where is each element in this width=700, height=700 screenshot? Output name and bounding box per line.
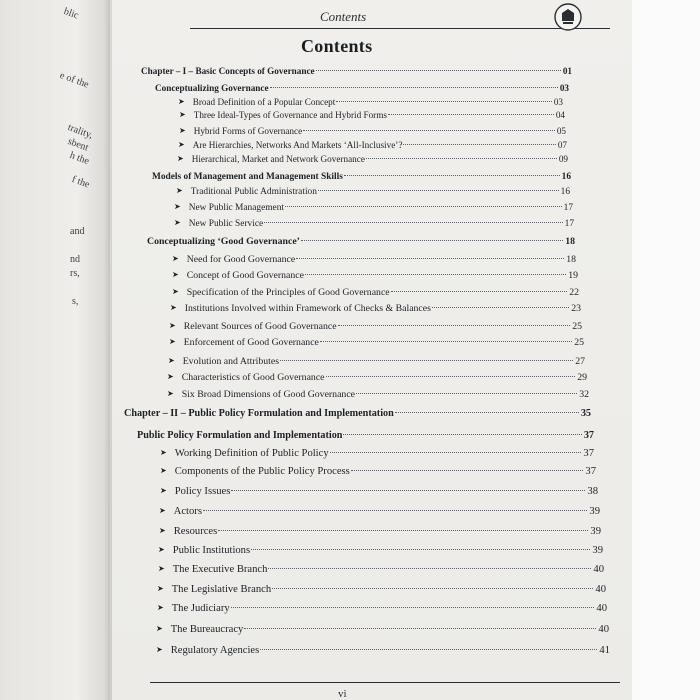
bullet-arrow-icon: ➤	[178, 140, 185, 149]
toc-item-row	[179, 110, 565, 120]
toc-page-number: 04	[555, 110, 565, 120]
toc-page-number: 39	[589, 506, 600, 517]
page-number: vi	[338, 688, 347, 700]
toc-entry-title: Components of the Public Policy Process	[174, 466, 350, 477]
toc-page-number: 07	[557, 140, 567, 150]
toc-item-row	[172, 254, 576, 265]
toc-page-number: 40	[595, 584, 606, 595]
left-page-fragment: and	[70, 226, 85, 237]
toc-item-row	[168, 356, 585, 367]
toc-page-number: 05	[556, 126, 566, 136]
toc-section-row	[152, 172, 571, 182]
toc-entry-title: Six Broad Dimensions of Good Governance	[181, 389, 356, 400]
toc-dot-leader	[280, 360, 573, 361]
publisher-logo-icon	[553, 2, 583, 32]
toc-section-row	[155, 83, 569, 93]
toc-page-number: 25	[574, 337, 584, 348]
toc-dot-leader	[320, 341, 572, 342]
bullet-arrow-icon: ➤	[167, 372, 174, 381]
toc-entry-title: The Legislative Branch	[171, 584, 272, 595]
toc-chapter-row	[124, 408, 591, 419]
bullet-arrow-icon: ➤	[177, 154, 184, 163]
toc-dot-leader	[272, 588, 593, 589]
bullet-arrow-icon: ➤	[157, 603, 164, 612]
toc-dot-leader	[388, 114, 554, 115]
toc-entry-title: Regulatory Agencies	[170, 645, 260, 656]
toc-item-row	[178, 140, 567, 150]
toc-page-number: 40	[596, 603, 607, 614]
toc-dot-leader	[231, 490, 585, 491]
toc-page-number: 23	[571, 303, 581, 314]
toc-item-row	[156, 645, 610, 656]
toc-dot-leader	[303, 130, 555, 131]
toc-page-number: 37	[583, 448, 594, 459]
toc-item-row	[158, 564, 604, 575]
toc-page-number: 39	[590, 526, 601, 537]
bullet-arrow-icon: ➤	[157, 584, 164, 593]
toc-entry-title: Conceptualizing ‘Good Governance’	[147, 236, 300, 247]
toc-dot-leader	[356, 393, 577, 394]
toc-dot-leader	[351, 470, 584, 471]
bullet-arrow-icon: ➤	[169, 337, 176, 346]
bullet-arrow-icon: ➤	[160, 448, 167, 457]
toc-item-row	[174, 219, 574, 229]
toc-dot-leader	[218, 530, 588, 531]
bullet-arrow-icon: ➤	[172, 270, 179, 279]
left-page-fragment: sbent	[66, 136, 90, 154]
toc-page-number: 27	[575, 356, 585, 367]
toc-dot-leader	[344, 175, 560, 176]
toc-dot-leader	[338, 325, 571, 326]
toc-page-number: 09	[558, 154, 568, 164]
bullet-arrow-icon: ➤	[158, 564, 165, 573]
toc-page-number: 17	[563, 203, 573, 213]
toc-page-number: 40	[593, 564, 604, 575]
toc-item-row	[179, 126, 566, 136]
background-edge	[632, 0, 700, 700]
toc-dot-leader	[285, 206, 562, 207]
bullet-arrow-icon: ➤	[179, 126, 186, 135]
running-header: Contents	[320, 9, 367, 24]
toc-page-number: 29	[577, 372, 587, 383]
toc-page-number: 16	[561, 172, 571, 182]
bullet-arrow-icon: ➤	[167, 389, 174, 398]
toc-page-number: 41	[599, 645, 610, 656]
toc-dot-leader	[203, 510, 587, 511]
toc-item-row	[156, 624, 609, 635]
left-page-fragment: h the	[68, 150, 91, 168]
toc-entry-title: Enforcement of Good Governance	[183, 337, 319, 348]
toc-dot-leader	[296, 258, 564, 259]
toc-entry-title: Hybrid Forms of Governance	[193, 126, 303, 136]
toc-page-number: 19	[568, 270, 578, 281]
bullet-arrow-icon: ➤	[159, 506, 166, 515]
toc-item-row	[160, 466, 596, 477]
toc-item-row	[169, 337, 584, 348]
toc-page-number: 16	[560, 187, 570, 197]
toc-entry-title: The Executive Branch	[172, 564, 268, 575]
toc-item-row	[174, 203, 573, 213]
toc-item-row	[160, 486, 598, 497]
toc-item-row	[160, 448, 594, 459]
toc-entry-title: Evolution and Attributes	[182, 356, 280, 367]
left-page-fragment: f the	[70, 174, 91, 191]
toc-dot-leader	[305, 274, 566, 275]
toc-page-number: 18	[565, 236, 575, 247]
bullet-arrow-icon: ➤	[170, 303, 177, 312]
bullet-arrow-icon: ➤	[160, 486, 167, 495]
toc-dot-leader	[244, 628, 596, 629]
toc-dot-leader	[330, 452, 582, 453]
toc-item-row	[172, 270, 578, 281]
toc-page-number: 22	[569, 287, 579, 298]
toc-entry-title: New Public Service	[188, 219, 264, 229]
toc-page-number: 38	[587, 486, 598, 497]
toc-entry-title: Actors	[173, 506, 202, 517]
left-page-fragment: trality,	[66, 122, 95, 142]
toc-entry-title: Concept of Good Governance	[186, 270, 304, 281]
toc-page-number: 39	[592, 545, 603, 556]
left-page-fragment: nd	[70, 254, 80, 265]
toc-dot-leader	[343, 434, 581, 435]
bullet-arrow-icon: ➤	[156, 645, 163, 654]
toc-entry-title: The Judiciary	[171, 603, 230, 614]
toc-item-row	[176, 187, 570, 197]
toc-dot-leader	[432, 307, 569, 308]
toc-entry-title: Traditional Public Administration	[190, 187, 317, 197]
toc-entry-title: Chapter – II – Public Policy Formulation and Implementation	[124, 408, 394, 419]
bullet-arrow-icon: ➤	[158, 545, 165, 554]
toc-item-row	[169, 321, 582, 332]
toc-entry-title: Working Definition of Public Policy	[174, 448, 329, 459]
header-rule	[190, 28, 610, 29]
toc-entry-title: Relevant Sources of Good Governance	[183, 321, 337, 332]
toc-item-row	[178, 97, 563, 107]
bullet-arrow-icon: ➤	[159, 526, 166, 535]
toc-entry-title: Public Policy Formulation and Implementation	[137, 430, 343, 441]
left-page-edge	[0, 0, 110, 700]
toc-item-row	[158, 545, 603, 556]
bullet-arrow-icon: ➤	[176, 186, 183, 195]
toc-entry-title: New Public Management	[188, 203, 284, 213]
toc-entry-title: The Bureaucracy	[170, 624, 244, 635]
footer-rule	[150, 682, 620, 683]
toc-dot-leader	[316, 70, 561, 71]
toc-entry-title: Resources	[173, 526, 218, 537]
toc-dot-leader	[268, 568, 591, 569]
toc-page-number: 35	[580, 408, 591, 419]
toc-dot-leader	[251, 549, 590, 550]
toc-entry-title: Institutions Involved within Framework of Checks & Balances	[184, 303, 431, 314]
toc-item-row	[159, 526, 601, 537]
toc-page-number: 03	[553, 97, 563, 107]
toc-page-number: 37	[583, 430, 594, 441]
toc-dot-leader	[318, 190, 559, 191]
toc-page-number: 03	[559, 83, 569, 93]
toc-entry-title: Are Hierarchies, Networks And Markets ‘All-Inclusive’?	[192, 140, 403, 150]
toc-entry-title: Models of Management and Management Skills	[152, 172, 343, 182]
left-page-fragment: blic	[62, 6, 81, 22]
bullet-arrow-icon: ➤	[179, 110, 186, 119]
bullet-arrow-icon: ➤	[168, 356, 175, 365]
toc-entry-title: Characteristics of Good Governance	[181, 372, 325, 383]
toc-entry-title: Chapter – I – Basic Concepts of Governance	[141, 66, 315, 76]
page-title: Contents	[301, 36, 373, 56]
toc-dot-leader	[326, 376, 576, 377]
toc-dot-leader	[264, 222, 562, 223]
toc-page-number: 01	[562, 66, 572, 76]
bullet-arrow-icon: ➤	[160, 466, 167, 475]
toc-item-row	[170, 303, 581, 314]
toc-item-row	[167, 389, 589, 400]
bullet-arrow-icon: ➤	[174, 202, 181, 211]
toc-dot-leader	[395, 412, 579, 413]
toc-dot-leader	[336, 101, 551, 102]
bullet-arrow-icon: ➤	[178, 97, 185, 106]
toc-entry-title: Specification of the Principles of Good Governance	[186, 287, 390, 298]
toc-entry-title: Need for Good Governance	[186, 254, 296, 265]
toc-page-number: 40	[598, 624, 609, 635]
toc-entry-title: Hierarchical, Market and Network Governance	[191, 154, 365, 164]
toc-page-number: 18	[566, 254, 576, 265]
toc-entry-title: Broad Definition of a Popular Concept	[192, 97, 336, 107]
toc-dot-leader	[270, 87, 558, 88]
bullet-arrow-icon: ➤	[172, 287, 179, 296]
toc-dot-leader	[231, 607, 595, 608]
bullet-arrow-icon: ➤	[156, 624, 163, 633]
toc-item-row	[159, 506, 600, 517]
bullet-arrow-icon: ➤	[169, 321, 176, 330]
toc-page-number: 17	[564, 219, 574, 229]
toc-dot-leader	[366, 158, 557, 159]
toc-section-row	[147, 236, 575, 247]
toc-item-row	[157, 584, 606, 595]
toc-entry-title: Public Institutions	[172, 545, 251, 556]
left-page-fragment: s,	[72, 296, 79, 307]
toc-page-number: 37	[585, 466, 596, 477]
toc-chapter-row	[141, 66, 572, 76]
toc-page-number: 32	[579, 389, 589, 400]
toc-entry-title: Three Ideal-Types of Governance and Hybrid Forms	[193, 110, 387, 120]
toc-entry-title: Policy Issues	[174, 486, 231, 497]
left-page-fragment: e of the	[58, 70, 91, 91]
toc-entry-title: Conceptualizing Governance	[155, 83, 269, 93]
toc-page-number: 25	[572, 321, 582, 332]
toc-dot-leader	[403, 144, 555, 145]
bullet-arrow-icon: ➤	[174, 218, 181, 227]
toc-item-row	[157, 603, 607, 614]
toc-item-row	[177, 154, 568, 164]
left-page-fragment: rs,	[70, 268, 80, 279]
toc-dot-leader	[301, 240, 563, 241]
toc-item-row	[167, 372, 587, 383]
toc-section-row	[137, 430, 594, 441]
toc-dot-leader	[260, 649, 597, 650]
bullet-arrow-icon: ➤	[172, 254, 179, 263]
toc-dot-leader	[391, 291, 568, 292]
toc-item-row	[172, 287, 579, 298]
